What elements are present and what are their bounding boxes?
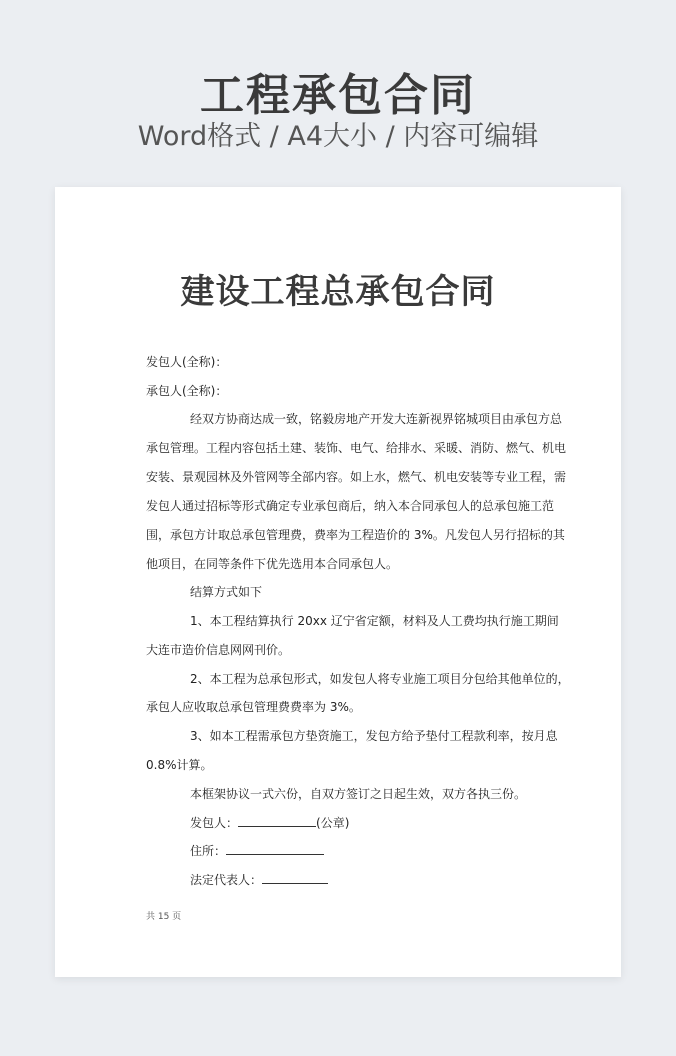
- banner-subtitle: Word格式 / A4大小 / 内容可编辑: [137, 121, 539, 152]
- contract-line: 他项目，在同等条件下优先选用本合同承包人。: [146, 557, 399, 571]
- contract-line: 围，承包方计取总承包管理费，费率为工程造价的 3%。凡发包人另行招标的其: [146, 528, 565, 542]
- address-label: 住所：: [190, 844, 227, 858]
- document-title: 建设工程总承包合同: [180, 272, 496, 312]
- contract-line: 承包管理。工程内容包括土建、装饰、电气、给排水、采暖、消防、燃气、机电: [146, 441, 567, 455]
- contract-line: 承包人(全称)：: [146, 384, 228, 398]
- representative-label: 法定代表人：: [190, 873, 263, 887]
- address-blank: [226, 843, 324, 855]
- contract-line: 0.8%计算。: [146, 758, 213, 772]
- contract-line: 承包人应收取总承包管理费费率为 3%。: [146, 700, 361, 714]
- seal-label: (公章): [316, 816, 350, 830]
- contract-line: 本框架协议一式六份，自双方签订之日起生效，双方各执三份。: [190, 787, 527, 801]
- signature-line-representative: [190, 872, 532, 888]
- contract-line: 3、如本工程需承包方垫资施工，发包方给予垫付工程款利率，按月息: [190, 729, 558, 743]
- banner-title: 工程承包合同: [200, 70, 476, 121]
- contract-line: 1、本工程结算执行 20xx 辽宁省定额，材料及人工费均执行施工期间: [190, 614, 559, 628]
- banner: [0, 0, 676, 180]
- page-count: 共 15 页: [146, 912, 182, 922]
- contract-line: 安装、景观园林及外管网等全部内容。如上水，燃气、机电安装等专业工程，需: [146, 470, 567, 484]
- contract-line: 2、本工程为总承包形式，如发包人将专业施工项目分包给其他单位的，: [190, 672, 570, 686]
- representative-blank: [262, 872, 328, 884]
- signature-line-address: [190, 843, 532, 859]
- contract-line: 发包人通过招标等形式确定专业承包商后，纳入本合同承包人的总承包施工范: [146, 499, 555, 513]
- signature-line-party-a: [190, 815, 532, 831]
- party-a-label: 发包人：: [190, 816, 239, 830]
- contract-line: 经双方协商达成一致，铭毅房地产开发大连新视界铭城项目由承包方总: [190, 412, 563, 426]
- contract-line: 结算方式如下: [190, 585, 263, 599]
- contract-line: 大连市造价信息网网刊价。: [146, 643, 291, 657]
- party-a-blank: [238, 815, 316, 827]
- contract-line: 发包人(全称)：: [146, 355, 228, 369]
